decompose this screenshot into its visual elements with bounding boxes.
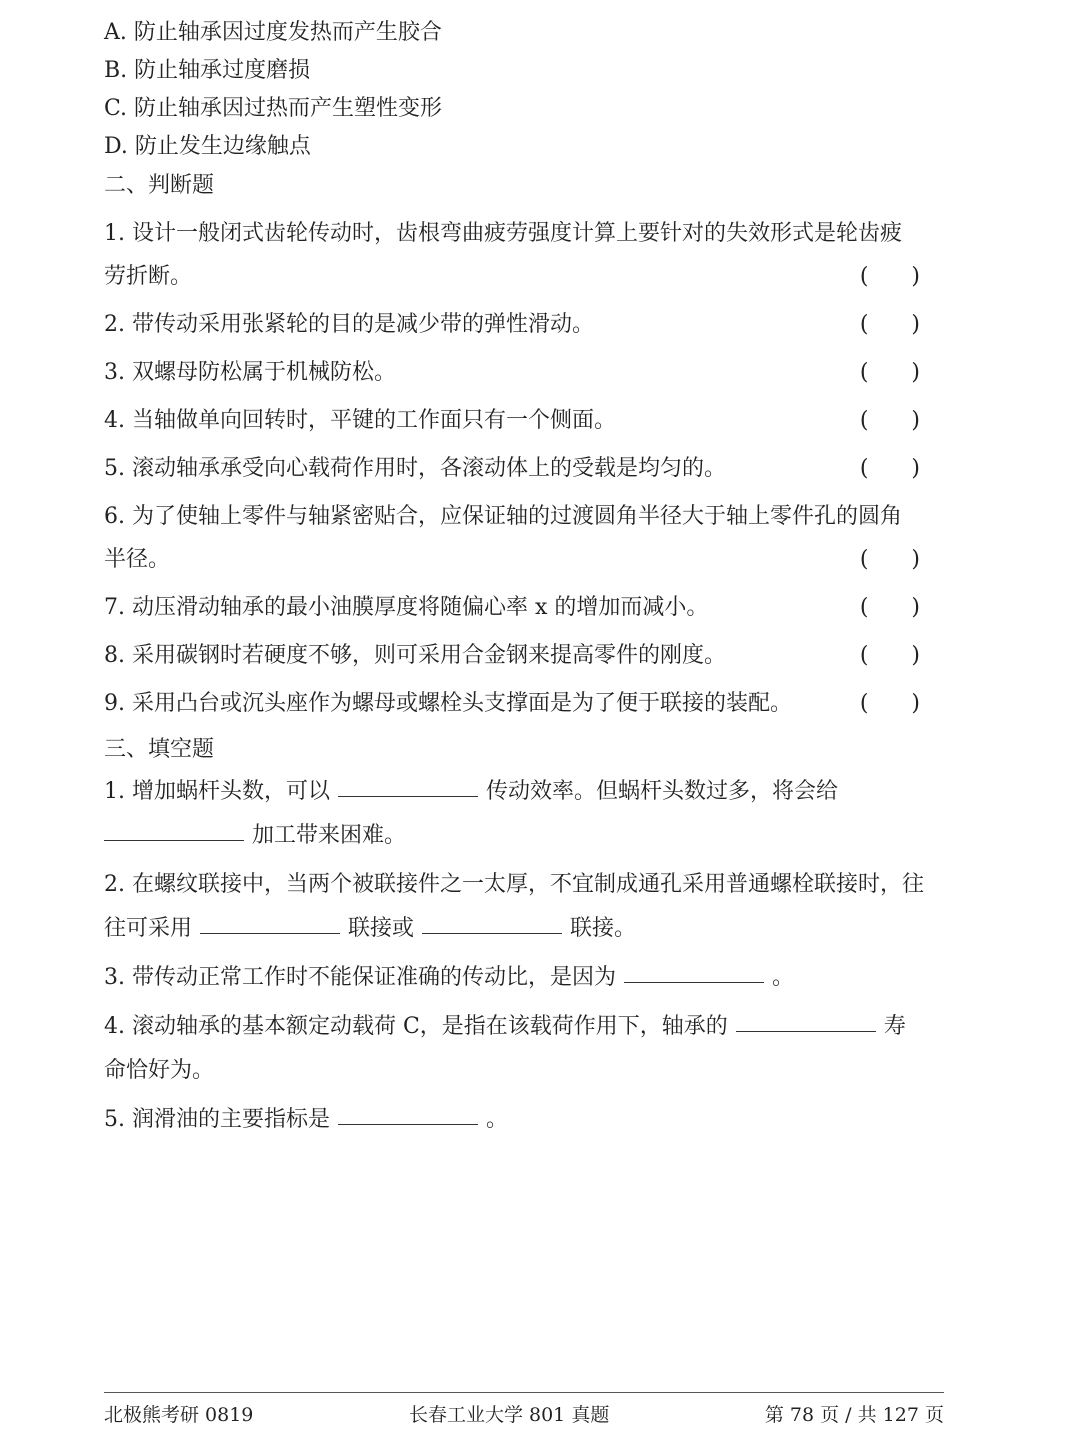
answer-paren: ( ) [859,643,938,668]
answer-blank [200,932,340,934]
answer-paren: ( ) [859,312,938,337]
answer-paren: ( ) [859,691,938,716]
page-footer [104,1400,944,1430]
judgement-item-8-text: 8. 采用碳钢时若硬度不够，则可采用合金钢来提高零件的刚度。 [104,643,726,668]
answer-blank [338,795,478,797]
answer-blank [104,839,244,841]
judgement-item-5 [104,447,944,490]
fill-item-2-part-d: 联接。 [570,916,637,941]
judgement-item-1-line1: 1. 设计一般闭式齿轮传动时，齿根弯曲疲劳强度计算上要针对的失效形式是轮齿疲 [104,221,902,246]
judgement-item-5-text: 5. 滚动轴承承受向心载荷作用时，各滚动体上的受载是均匀的。 [104,456,726,481]
fill-item-4 [104,1005,944,1093]
footer-page-number: 第 78 页 / 共 127 页 [764,1404,944,1426]
answer-blank [736,1030,876,1032]
fill-item-5-part-b: 。 [485,1107,508,1132]
option-a: A. 防止轴承因过度发热而产生胶合 [104,20,442,45]
footer-center: 长春工业大学 801 真题 [408,1404,610,1426]
answer-blank [422,932,562,934]
judgement-item-3-text: 3. 双螺母防松属于机械防松。 [104,360,396,385]
section-title-judgement: 二、判断题 [104,173,215,198]
answer-paren: ( ) [859,456,938,481]
judgement-item-6-line1: 6. 为了使轴上零件与轴紧密贴合，应保证轴的过渡圆角半径大于轴上零件孔的圆角 [104,504,902,529]
fill-item-5 [104,1098,944,1142]
answer-paren: ( ) [859,264,938,289]
judgement-item-6-line2: 半径。 [104,547,171,572]
page-content [104,14,944,1142]
judgement-item-4-text: 4. 当轴做单向回转时，平键的工作面只有一个侧面。 [104,408,616,433]
judgement-item-3 [104,351,944,394]
fill-item-3-part-b: 。 [772,965,795,990]
fill-item-4-part-b: 寿 [883,1014,906,1039]
judgement-item-1-line2: 劳折断。 [104,264,193,289]
answer-blank [338,1123,478,1125]
option-d: D. 防止发生边缘触点 [104,134,311,159]
answer-paren: ( ) [859,547,938,572]
fill-item-1-part-c: 加工带来困难。 [252,823,407,848]
fill-item-4-part-a: 4. 滚动轴承的基本额定动载荷 C，是指在该载荷作用下，轴承的 [104,1014,728,1039]
answer-blank [624,981,764,983]
judgement-item-8 [104,634,944,677]
fill-item-2 [104,863,944,951]
judgement-item-7-text: 7. 动压滑动轴承的最小油膜厚度将随偏心率 x 的增加而减小。 [104,595,709,620]
fill-item-2-line1: 2. 在螺纹联接中，当两个被联接件之一太厚，不宜制成通孔采用普通螺栓联接时，往 [104,872,924,897]
fill-item-1 [104,770,944,858]
judgement-item-9-text: 9. 采用凸台或沉头座作为螺母或螺栓头支撑面是为了便于联接的装配。 [104,691,792,716]
footer-divider [104,1392,944,1393]
option-b: B. 防止轴承过度磨损 [104,58,311,83]
option-c: C. 防止轴承因过热而产生塑性变形 [104,96,443,121]
judgement-item-6 [104,495,944,581]
fill-item-3 [104,956,944,1000]
fill-item-3-part-a: 3. 带传动正常工作时不能保证准确的传动比，是因为 [104,965,616,990]
answer-paren: ( ) [859,360,938,385]
fill-item-1-part-a: 1. 增加蜗杆头数，可以 [104,779,330,804]
answer-paren: ( ) [859,408,938,433]
judgement-item-1 [104,212,944,298]
judgement-item-4 [104,399,944,442]
fill-item-2-part-b: 往可采用 [104,916,193,941]
footer-left: 北极熊考研 0819 [104,1404,254,1426]
fill-item-2-part-c: 联接或 [348,916,415,941]
judgement-item-9 [104,682,944,725]
section-title-fill-blank: 三、填空题 [104,737,215,762]
fill-item-5-part-a: 5. 润滑油的主要指标是 [104,1107,330,1132]
judgement-item-7 [104,586,944,629]
judgement-item-2-text: 2. 带传动采用张紧轮的目的是减少带的弹性滑动。 [104,312,594,337]
answer-paren: ( ) [859,595,938,620]
judgement-item-2 [104,303,944,346]
fill-item-1-part-b: 传动效率。但蜗杆头数过多，将会给 [485,779,838,804]
fill-item-4-part-c: 命恰好为。 [104,1058,215,1083]
